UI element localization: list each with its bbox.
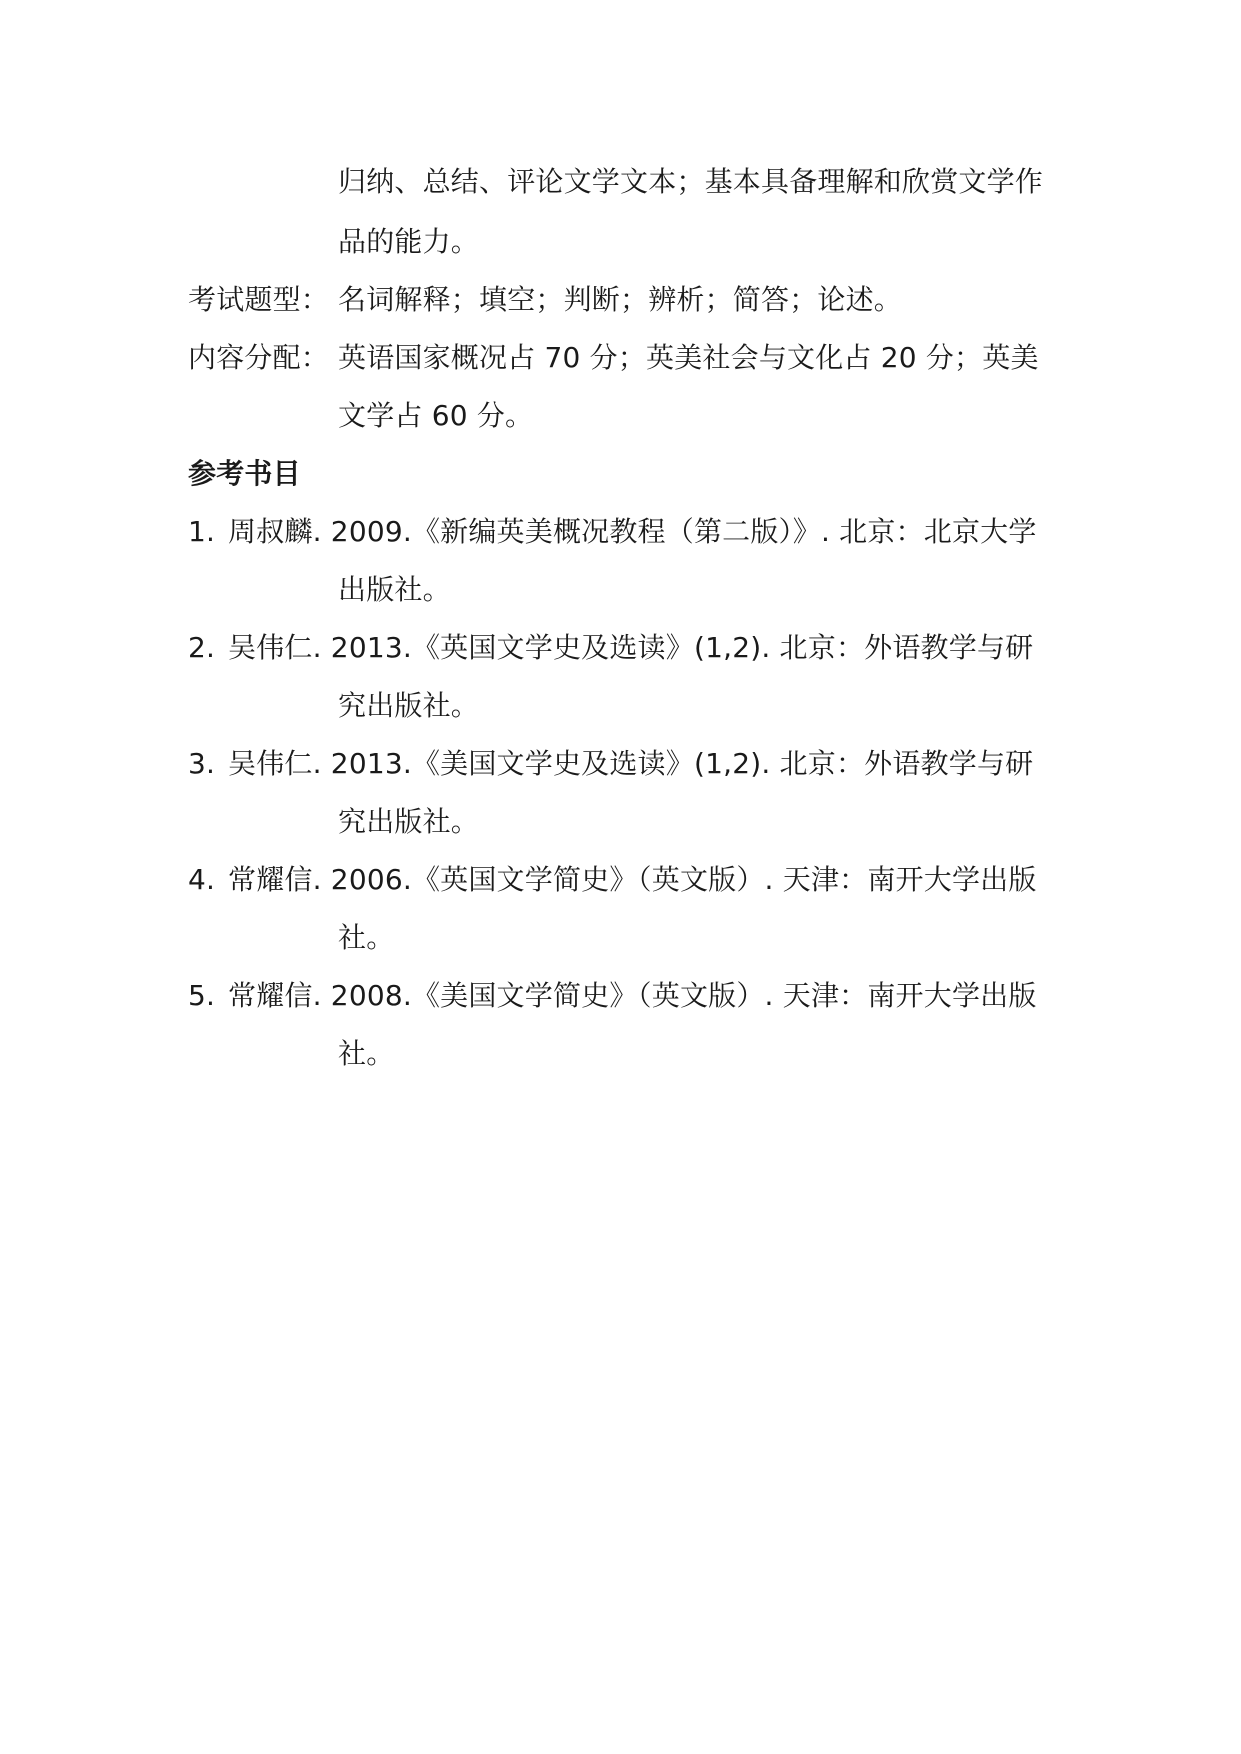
reference-line-2: 社。 <box>338 1037 395 1070</box>
continuation-line-1: 归纳、总结、评论文学文本；基本具备理解和欣赏文学作 <box>338 165 1044 198</box>
reference-line-1: 周叔麟. 2009.《新编英美概况教程（第二版）》. 北京：北京大学 <box>228 515 1037 548</box>
reference-number: 1. <box>188 515 216 548</box>
reference-line-2: 出版社。 <box>338 573 451 606</box>
reference-line-1: 常耀信. 2008.《美国文学简史》（英文版）. 天津：南开大学出版 <box>228 979 1037 1012</box>
reference-number: 5. <box>188 979 216 1012</box>
reference-line-2: 社。 <box>338 921 395 954</box>
continuation-line-2: 品的能力。 <box>338 225 480 258</box>
content-distribution-label: 内容分配： <box>188 341 330 374</box>
content-distribution-line-2: 文学占 60 分。 <box>338 399 534 432</box>
reference-line-1: 吴伟仁. 2013.《英国文学史及选读》(1,2). 北京：外语教学与研 <box>228 631 1034 664</box>
reference-line-1: 常耀信. 2006.《英国文学简史》（英文版）. 天津：南开大学出版 <box>228 863 1037 896</box>
content-distribution-line-1: 英语国家概况占 70 分；英美社会与文化占 20 分；英美 <box>338 341 1039 374</box>
reference-number: 4. <box>188 863 216 896</box>
reference-line-2: 究出版社。 <box>338 689 480 722</box>
references-heading: 参考书目 <box>188 457 301 490</box>
reference-number: 3. <box>188 747 216 780</box>
reference-number: 2. <box>188 631 216 664</box>
reference-line-2: 究出版社。 <box>338 805 480 838</box>
exam-types-value: 名词解释；填空；判断；辨析；简答；论述。 <box>338 283 903 316</box>
reference-line-1: 吴伟仁. 2013.《美国文学史及选读》(1,2). 北京：外语教学与研 <box>228 747 1034 780</box>
exam-types-label: 考试题型： <box>188 283 330 316</box>
